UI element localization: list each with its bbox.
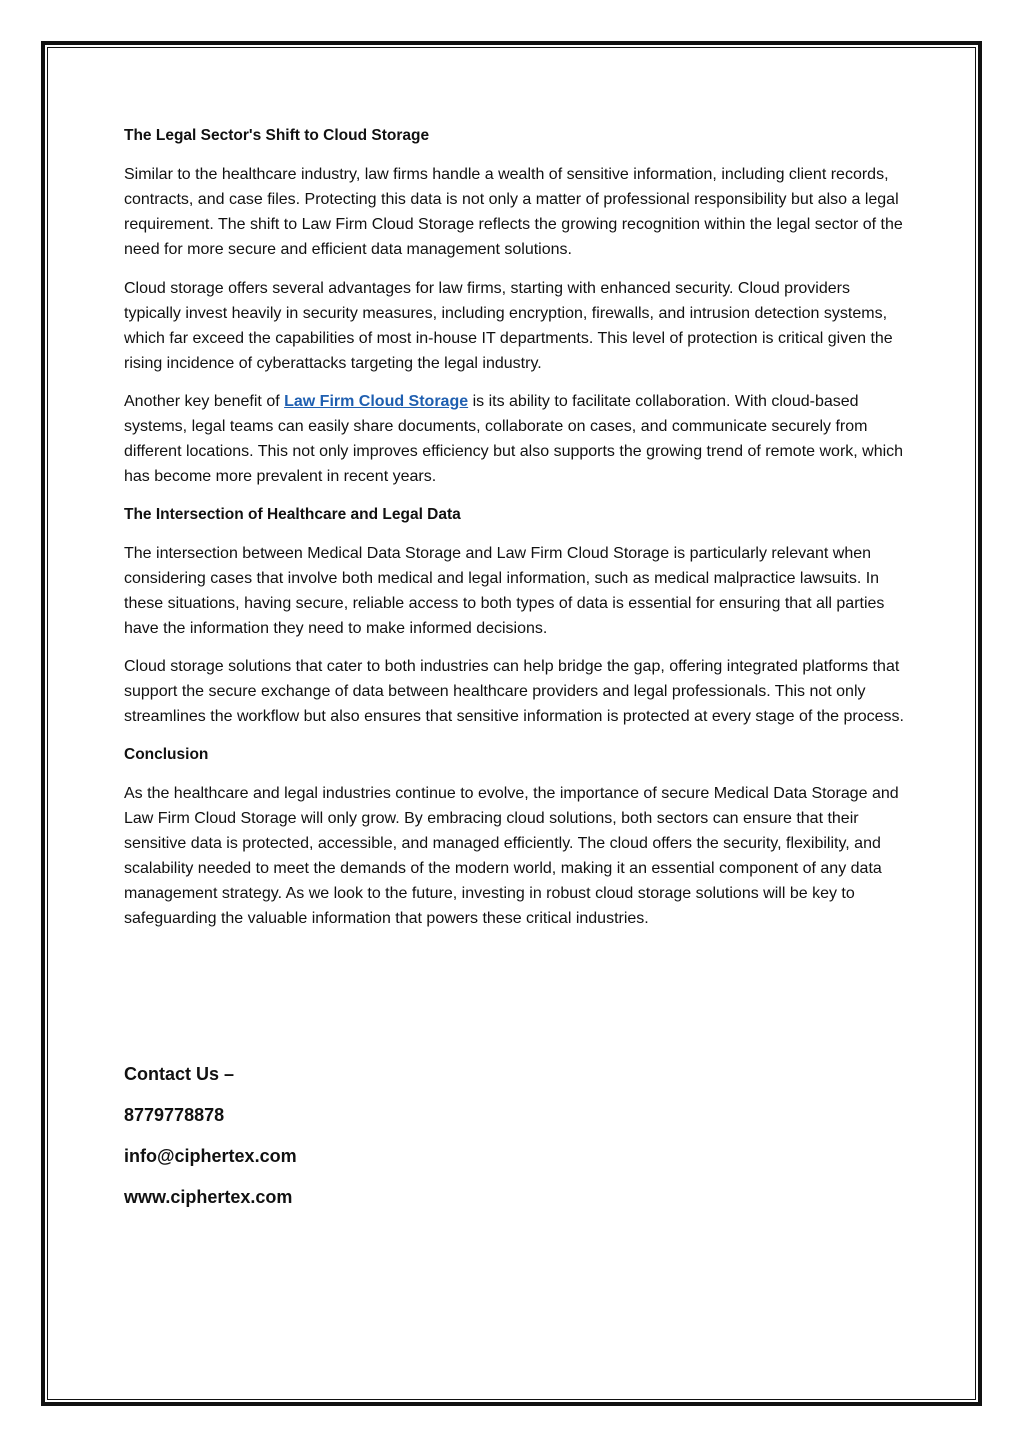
paragraph-intersection-1: The intersection between Medical Data Storage and Law Firm Cloud Storage is particularly relevant when considering cases that involve both medical and legal information, such as medical malpractice lawsuits. In these situations, having secure, reliable access to both types of data is essential for ensuring that all parties have the information they need to make informed decisions. bbox=[124, 544, 885, 637]
document-body bbox=[124, 124, 904, 944]
section-heading-intersection: The Intersection of Healthcare and Legal Data bbox=[124, 505, 461, 523]
paragraph-legal-shift-2: Cloud storage offers several advantages for law firms, starting with enhanced security. Cloud providers typically invest heavily in security measures, including encryption, firewalls, and intrusion detection systems, which far exceed the capabilities of most in-house IT departments. This level of protection is critical given the rising incidence of cyberattacks targeting the legal industry. bbox=[124, 279, 893, 372]
paragraph-legal-shift-1: Similar to the healthcare industry, law firms handle a wealth of sensitive information, including client records, contracts, and case files. Protecting this data is not only a matter of professional responsibility but also a legal requirement. The shift to Law Firm Cloud Storage reflects the growing recognition within the legal sector of the need for more secure and efficient data management solutions. bbox=[124, 166, 903, 258]
paragraph-conclusion: As the healthcare and legal industries continue to evolve, the importance of secure Medical Data Storage and Law Firm Cloud Storage will only grow. By embracing cloud solutions, both sectors can ensure that their sensitive data is protected, accessible, and managed efficiently. The cloud offers the security, flexibility, and scalability needed to meet the demands of the modern world, making it an essential component of any data management strategy. As we look to the future, investing in robust cloud storage solutions will be key to safeguarding the valuable information that powers these critical industries. bbox=[124, 784, 899, 927]
contact-email: info@ciphertex.com bbox=[124, 1146, 297, 1166]
contact-title: Contact Us – bbox=[124, 1064, 235, 1084]
paragraph-intersection-2: Cloud storage solutions that cater to both industries can help bridge the gap, offering integrated platforms that support the secure exchange of data between healthcare providers and legal professionals. This not only streamlines the workflow but also ensures that sensitive information is protected at every stage of the process. bbox=[124, 658, 904, 725]
law-firm-cloud-storage-link[interactable]: Law Firm Cloud Storage bbox=[284, 393, 469, 410]
contact-phone: 8779778878 bbox=[124, 1105, 225, 1125]
paragraph-text-after-link: is its ability to facilitate collaboration. With cloud-based systems, legal teams can easily share documents, collaborate on cases, and communicate securely from different locations. This not only improves efficiency but also supports the growing trend of remote work, which has become more prevalent in recent years. bbox=[124, 393, 904, 485]
contact-block bbox=[124, 1061, 624, 1225]
section-heading-legal-shift: The Legal Sector's Shift to Cloud Storage bbox=[124, 127, 430, 144]
section-heading-conclusion: Conclusion bbox=[124, 745, 209, 763]
paragraph-text-before-link: Another key benefit of bbox=[124, 393, 285, 410]
contact-website: www.ciphertex.com bbox=[124, 1187, 293, 1207]
paragraph-legal-shift-3 bbox=[124, 389, 904, 489]
